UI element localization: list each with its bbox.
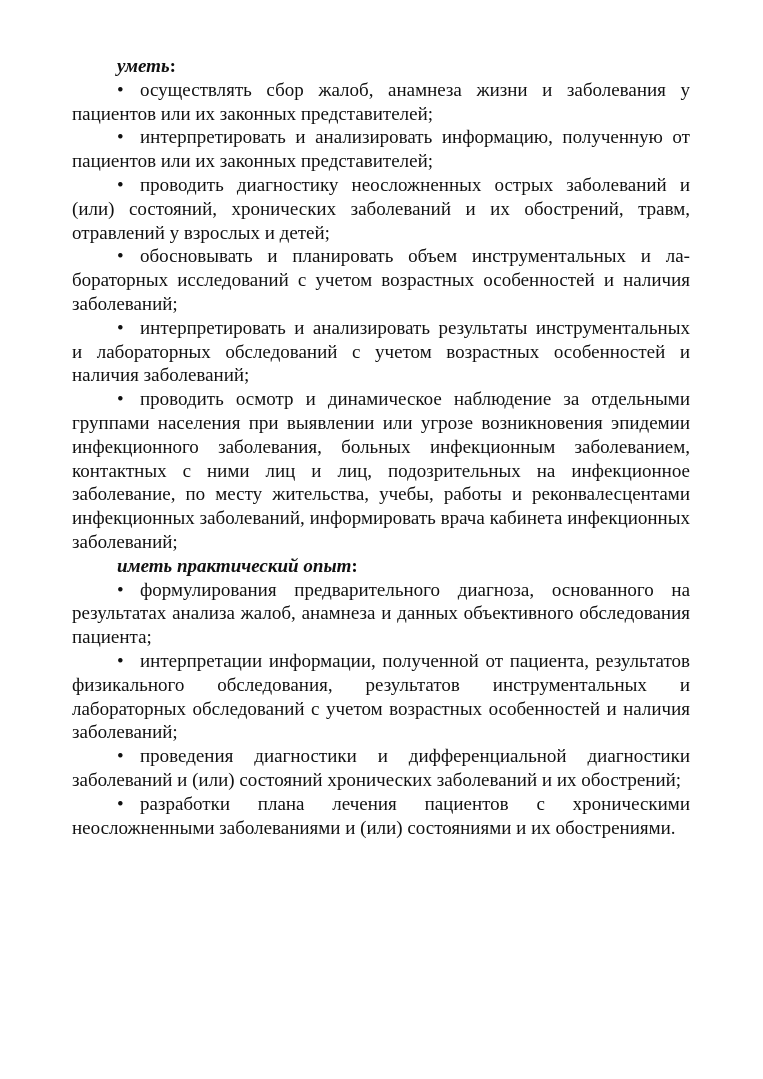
bullet-icon: • [117,127,124,149]
list-item [72,745,690,793]
list-item-text: осуществлять сбор жалоб, анамнеза жизни и заболевания у пациентов или их законных представителей; [72,79,690,125]
bullet-icon: • [117,317,124,339]
list-item [72,79,690,127]
list-item-text: проведения диагностики и дифференциальной диагностики заболеваний и (или) состояний хронических заболеваний и их обострений; [72,746,690,791]
heading-text: уметь [117,56,170,77]
list-item-text: формулирования предварительного диагноза, основанного на результатах анализа жалоб, анамнеза и данных объективного обследования пациента; [72,579,690,649]
heading-colon: : [351,555,358,577]
list-item [72,579,690,650]
list-item [72,650,690,745]
section-heading-practical-experience [72,555,690,579]
list-item [72,317,690,388]
list-item-text: разработки плана лечения пациентов с хроническими неосложненными заболеваниями и (или) состояниями и их обострениями. [72,793,690,839]
list-item-text: обосновывать и планировать объем инструментальных и лабораторных исследований с учетом возрастных особенностей и наличия заболеваний; [72,246,690,315]
bullet-icon: • [117,650,124,672]
list-item [72,245,690,316]
list-item-text: проводить диагностику неосложненных острых заболеваний и (или) состояний, хронических заболеваний и их обострений, травм, отравлений у взрослых и детей; [72,174,690,244]
list-item [72,388,690,555]
list-item [72,174,690,245]
list-item [72,793,690,841]
bullet-icon: • [117,389,124,411]
bullet-icon: • [117,246,124,268]
list-item-text: интерпретировать и анализировать результаты инструментальных и лабораторных обследований с учетом возрастных особенностей и наличия заболеваний; [72,317,690,387]
heading-colon: : [169,56,176,77]
bullet-icon: • [117,79,124,101]
bullet-icon: • [117,746,124,768]
list-item-text: интерпретации информации, полученной от пациента, результатов физикального обследования, результатов инструментальных и лабораторных обследований с учетом возрастных особенностей и наличия заболеваний; [72,650,690,744]
bullet-icon: • [117,793,124,815]
document-page [72,55,690,840]
section-heading-skills [72,55,690,79]
heading-text: иметь практический опыт [117,555,352,577]
bullet-icon: • [117,579,124,601]
list-item-text: интерпретировать и анализировать информацию, полученную от пациентов или их законных представителей; [72,127,690,173]
list-item-text: проводить осмотр и динамическое наблюдение за отдельными группами населения при выявлении или угрозе возникновения эпидемии инфекционного заболевания, больных инфекционным заболеванием, контактных с ними лиц и лиц, подозрительных на инфекционное заболевание, по месту жительства, учебы, работы и реконвалесцентами инфекционных заболеваний, информировать врача кабинета инфекционных заболеваний; [72,389,690,553]
bullet-icon: • [117,174,124,196]
list-item [72,126,690,174]
